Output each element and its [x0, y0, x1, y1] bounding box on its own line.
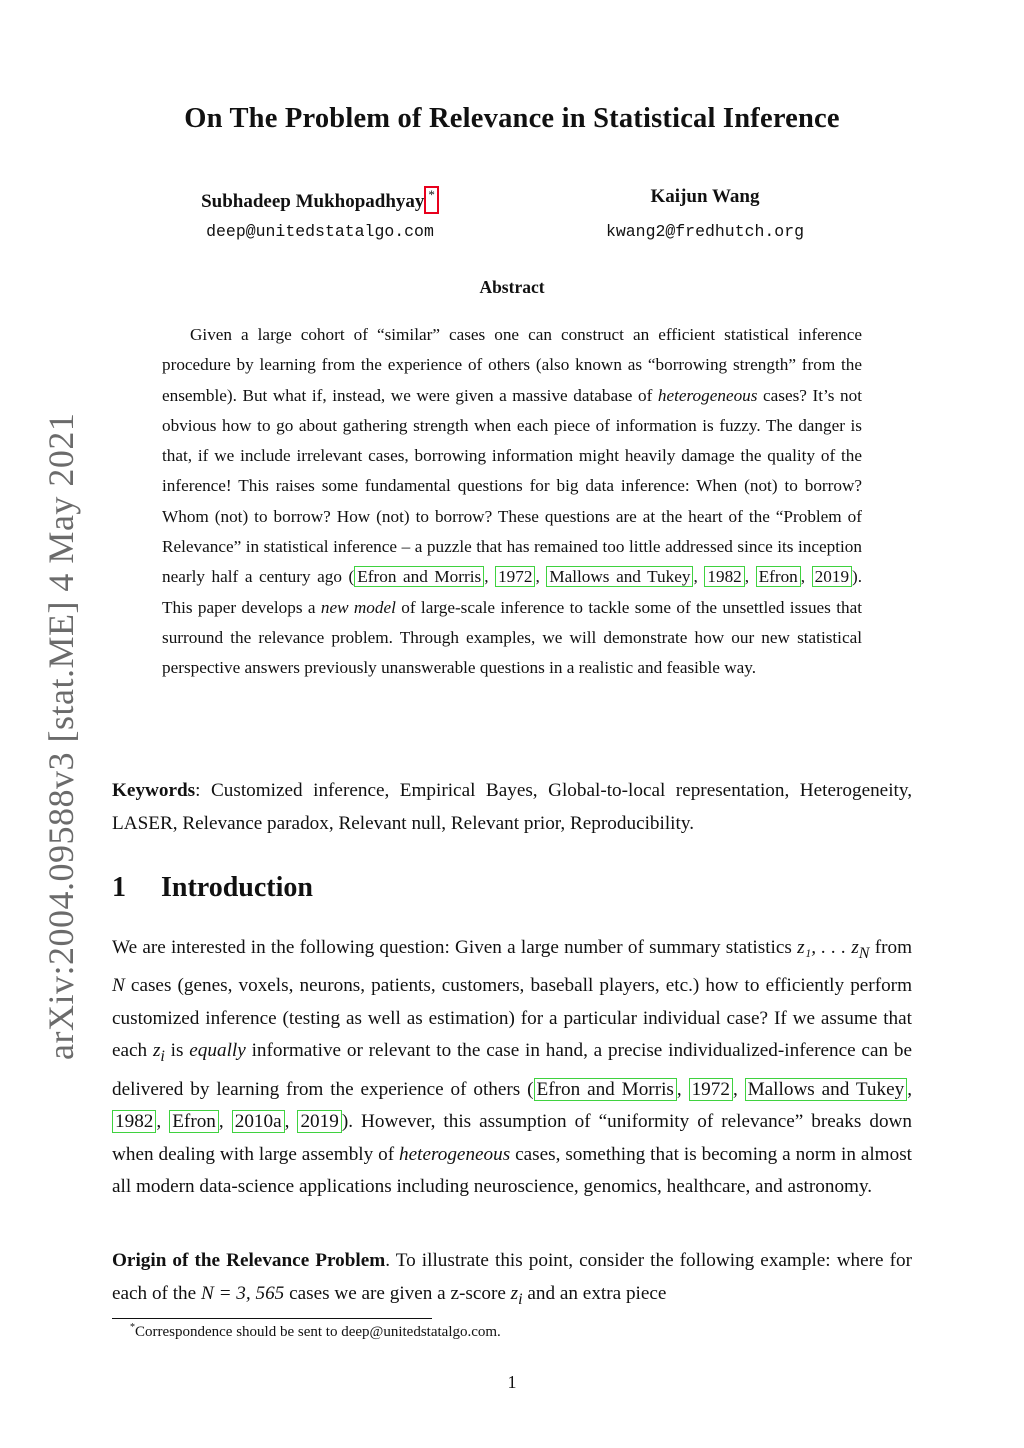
citation-link[interactable]: Efron and Morris: [354, 566, 484, 587]
citation-link[interactable]: 1982: [704, 566, 744, 587]
keywords-list: : Customized inference, Empirical Bayes, Global-to-local representation, Heterogeneity, LASER, Relevance paradox, Relevant null, Relevant prior, Reproducibility.: [112, 780, 912, 834]
author-email-2: kwang2@fredhutch.org: [605, 222, 805, 241]
page-number: 1: [507, 1372, 517, 1392]
citation-link[interactable]: 1972: [689, 1078, 733, 1101]
author-name-1: Subhadeep Mukhopadhyay *: [160, 186, 480, 216]
author-block-1: [160, 186, 480, 241]
author-block-2: [550, 186, 860, 241]
citation-link[interactable]: Efron and Morris: [534, 1078, 677, 1101]
citation-link[interactable]: Efron: [756, 566, 801, 587]
keywords: [112, 775, 912, 840]
origin-paragraph: Origin of the Relevance Problem. To illustrate this point, consider the following example: where for each of the N = 3, 565 cases we are given a z-score $z_i$ and an extra piece: [112, 1250, 912, 1308]
abstract-heading: Abstract: [479, 277, 545, 297]
footnote-divider: [112, 1318, 432, 1319]
paragraph-run-in-heading: Origin of the Relevance Problem: [112, 1250, 386, 1271]
citation-link[interactable]: 1972: [495, 566, 535, 587]
citation-link[interactable]: Mallows and Tukey: [745, 1078, 908, 1101]
citation-link[interactable]: 1982: [112, 1110, 156, 1133]
intro-paragraph: We are interested in the following question: Given a large number of summary statistics z₁, . . . $z_N$ from N cases (genes, voxels, neurons, patients, customers, baseball players, etc.) how to efficiently perform customized inference (testing as well as estimation) for a particular individual case? If we assume that each $z_i$ is equally informative or relevant to the case in hand, a precise individualized-inference can be delivered by learning from the experience of others ( Efron and Morris , 1972 , Mallows and Tukey , 1982 , Efron , 2010a , 2019 ). However, this assumption of “uniformity of relevance” breaks down when dealing with large assembly of heterogeneous cases, something that is becoming a norm in almost all modern data-science applications including neuroscience, genomics, healthcare, and astronomy.: [112, 937, 913, 1198]
section-heading-introduction: 1 Introduction: [112, 872, 313, 903]
arxiv-identifier-stamp: arXiv:2004.09588v3 [stat.ME] 4 May 2021: [41, 412, 81, 1060]
paper-title: On The Problem of Relevance in Statistical Inference: [184, 103, 840, 134]
citation-link[interactable]: Efron: [169, 1110, 219, 1133]
footnote: *Correspondence should be sent to deep@unitedstatalgo.com.: [130, 1322, 501, 1340]
citation-link[interactable]: Mallows and Tukey: [546, 566, 693, 587]
author-name-2: Kaijun Wang: [650, 186, 760, 207]
author-email-1: deep@unitedstatalgo.com: [206, 222, 434, 241]
citation-link[interactable]: 2019: [812, 566, 852, 587]
keywords-label: Keywords: [112, 780, 196, 801]
citation-link[interactable]: 2019: [297, 1110, 341, 1133]
citation-link[interactable]: 2010a: [232, 1110, 285, 1133]
footnote-link[interactable]: *: [424, 186, 439, 214]
abstract-text: Given a large cohort of “similar” cases one can construct an efficient statistical inference procedure by learning from the experience of others (also known as “borrowing strength” from the ensemble). But what if, instead, we were given a massive database of heterogeneous cases? It’s not obvious how to go about gathering strength when each piece of information is fuzzy. The danger is that, if we include irrelevant cases, borrowing information might heavily damage the quality of the inference! This raises some fundamental questions for big data inference: When (not) to borrow? Whom (not) to borrow? How (not) to borrow? These questions are at the heart of the “Problem of Relevance” in statistical inference – a puzzle that has remained too little addressed since its inception nearly half a century ago ( Efron and Morris , 1972 , Mallows and Tukey , 1982 , Efron , 2019 ). This paper develops a new model of large-scale inference to tackle some of the unsettled issues that surround the relevance problem. Through examples, we will demonstrate how our new statistical perspective answers previously unanswerable questions in a realistic and feasible way.: [162, 325, 863, 678]
